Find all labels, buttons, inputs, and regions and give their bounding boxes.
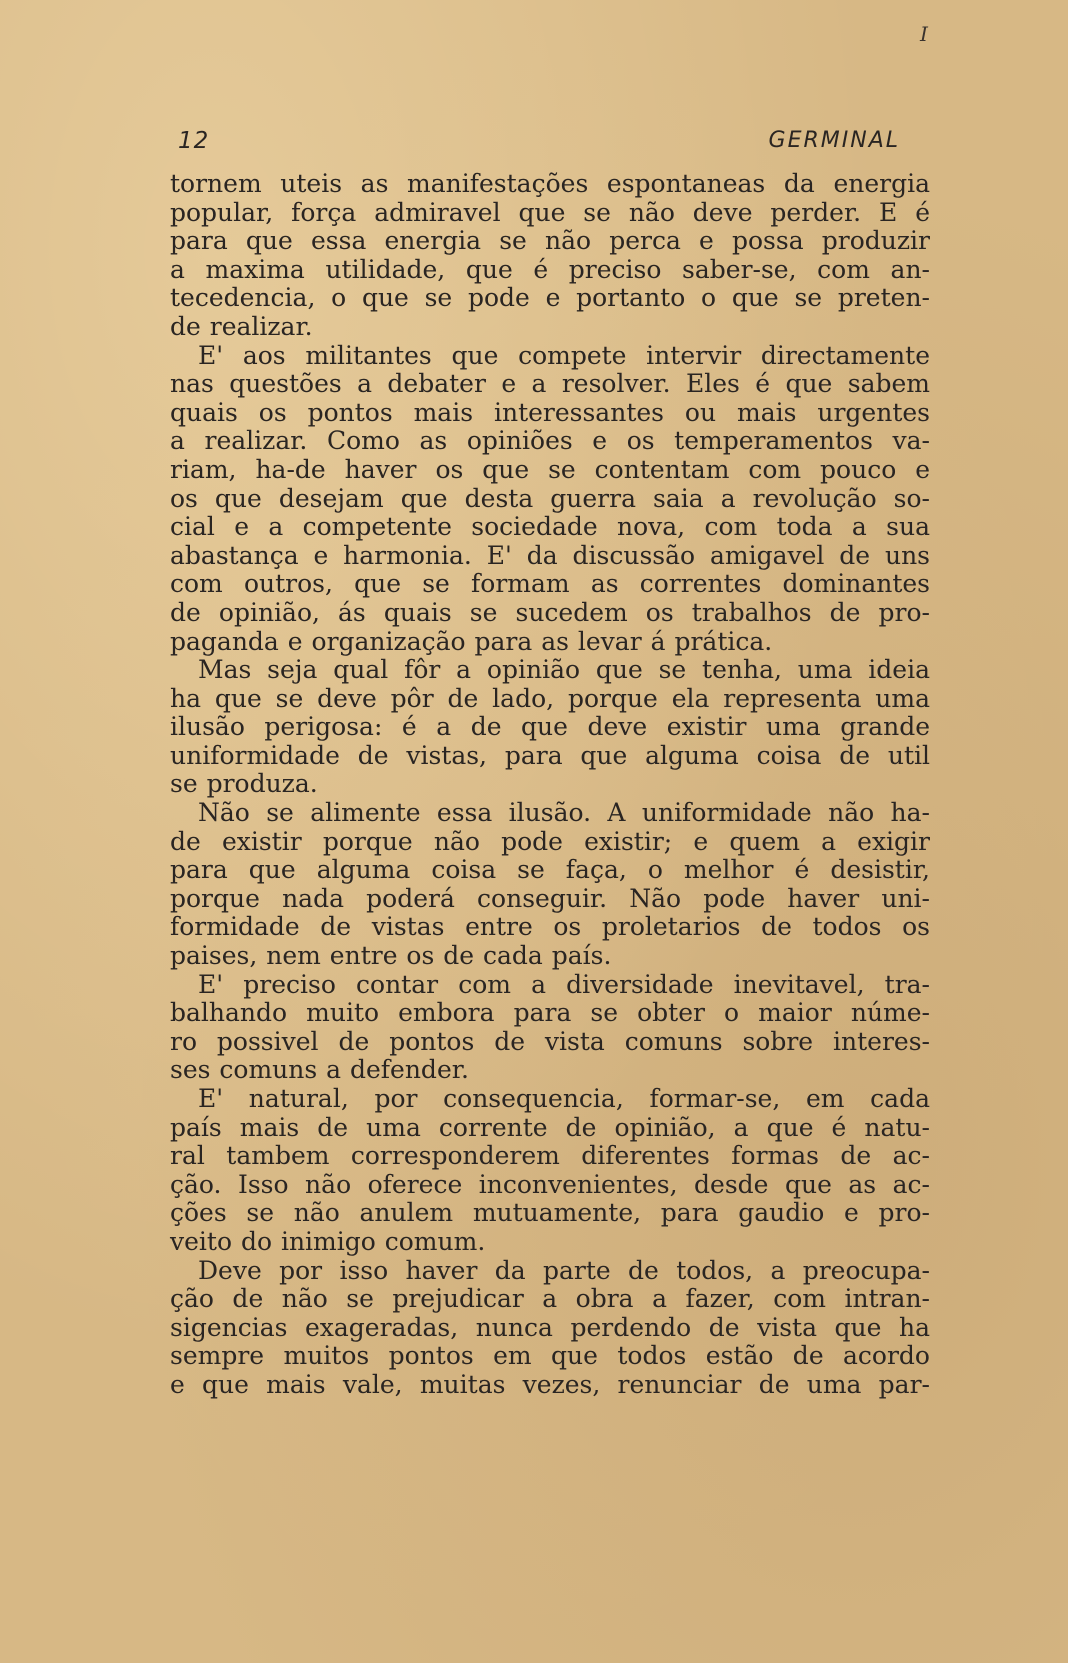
text-line: de opinião, ás quais se sucedem os trabalhos de pro- (170, 597, 930, 627)
text-line: tecedencia, o que se pode e portanto o que se preten- (170, 283, 930, 313)
text-line: e que mais vale, muitas vezes, renunciar de uma par- (170, 1369, 930, 1399)
text-line: ral tambem corresponderem diferentes formas de ac- (170, 1141, 930, 1171)
body-text (170, 170, 930, 1400)
text-line: balhando muito embora para se obter o maior núme- (170, 998, 930, 1028)
text-line: Não se alimente essa ilusão. A uniformidade não ha- (198, 798, 930, 828)
text-line: E' preciso contar com a diversidade inevitavel, tra- (198, 969, 930, 999)
text-line: país mais de uma corrente de opinião, a que é natu- (170, 1112, 930, 1142)
text-line: se produza. (170, 769, 318, 799)
text-line: com outros, que se formam as correntes dominantes (170, 569, 930, 599)
text-line: ro possivel de pontos de vista comuns sobre interes- (170, 1026, 930, 1056)
text-line: a maxima utilidade, que é preciso saber-se, com an- (170, 254, 930, 284)
text-line: porque nada poderá conseguir. Não pode haver uni- (170, 883, 930, 913)
text-line: nas questões a debater e a resolver. Eles é que sabem (170, 369, 930, 399)
text-line: ses comuns a defender. (170, 1055, 469, 1085)
text-line: popular, força admiravel que se não deve perder. E é (170, 197, 930, 227)
text-line: para que alguma coisa se faça, o melhor é desistir, (170, 855, 930, 885)
text-line: a realizar. Como as opiniões e os temperamentos va- (170, 426, 930, 456)
page-number: 12 (178, 128, 210, 154)
text-line: ção. Isso não oferece inconvenientes, desde que as ac- (170, 1169, 930, 1199)
text-line: para que essa energia se não perca e possa produzir (170, 226, 930, 256)
text-line: Deve por isso haver da parte de todos, a preocupa- (198, 1255, 930, 1285)
text-line: paises, nem entre os de cada país. (170, 941, 612, 971)
text-line: de existir porque não pode existir; e quem a exigir (170, 826, 930, 856)
text-line: riam, ha-de haver os que se contentam com pouco e (170, 454, 930, 484)
text-line: ha que se deve pôr de lado, porque ela representa uma (170, 683, 930, 713)
text-line: cial e a competente sociedade nova, com toda a sua (170, 512, 930, 542)
text-line: ções se não anulem mutuamente, para gaudio e pro- (170, 1198, 930, 1228)
corner-mark: I (920, 22, 928, 46)
text-line: veito do inimigo comum. (170, 1226, 486, 1256)
text-line: os que desejam que desta guerra saia a revolução so- (170, 483, 930, 513)
text-line: abastança e harmonia. E' da discussão amigavel de uns (170, 540, 930, 570)
text-line: E' aos militantes que compete intervir directamente (198, 340, 930, 370)
text-line: Mas seja qual fôr a opinião que se tenha, uma ideia (198, 655, 930, 685)
text-line: sempre muitos pontos em que todos estão de acordo (170, 1341, 930, 1371)
text-line: ilusão perigosa: é a de que deve existir uma grande (170, 712, 930, 742)
text-line: ção de não se prejudicar a obra a fazer, com intran- (170, 1284, 930, 1314)
running-head: GERMINAL (768, 128, 900, 153)
text-line: E' natural, por consequencia, formar-se, em cada (198, 1084, 930, 1113)
text-line: quais os pontos mais interessantes ou mais urgentes (170, 397, 930, 427)
text-line: tornem uteis as manifestações espontaneas da energia (170, 169, 930, 198)
text-line: de realizar. (170, 311, 313, 341)
text-line: formidade de vistas entre os proletarios de todos os (170, 912, 930, 942)
text-line: sigencias exageradas, nunca perdendo de vista que ha (170, 1312, 930, 1342)
page-header (178, 128, 900, 158)
text-line: paganda e organização para as levar á prática. (170, 626, 773, 656)
text-line: uniformidade de vistas, para que alguma coisa de util (170, 740, 930, 770)
